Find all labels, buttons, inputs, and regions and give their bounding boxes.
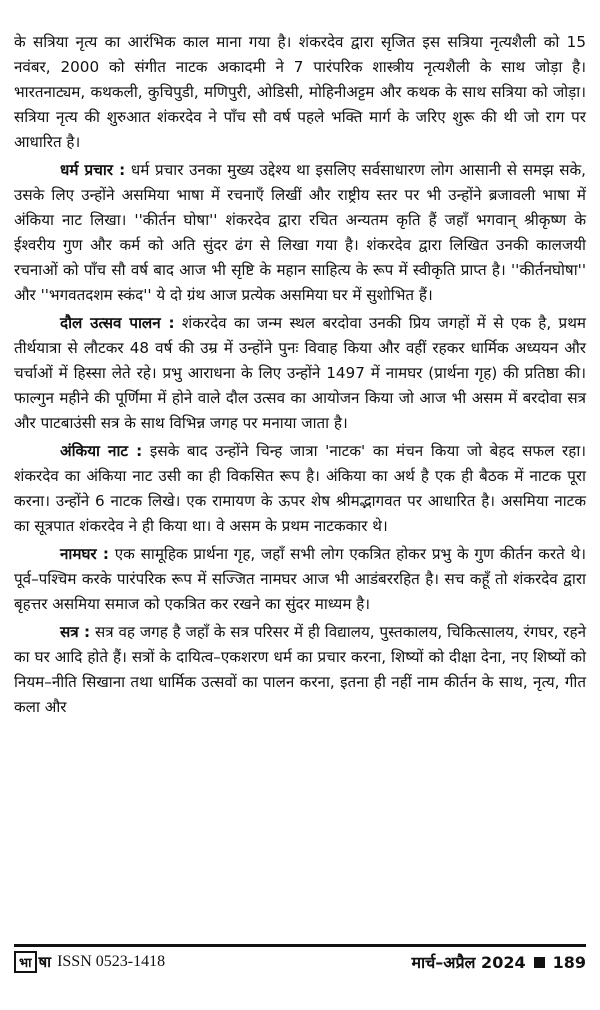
bhasha-logo: भा <box>14 951 37 973</box>
section-heading: नामघर : <box>60 545 109 563</box>
paragraph-text: शंकरदेव का जन्म स्थल बरदोवा उनकी प्रिय जगहों में से एक है, प्रथम तीर्थयात्रा से लौटकर 48 वर्ष की उम्र में उन्होंने पुनः विवाह किया और वहीं रहकर धार्मिक अध्ययन और चर्चाओं में हिस्सा लेते रहे। प्रभु आराधना के लिए उन्होंने 1497 में नामघर (प्रार्थना गृह) की प्रतिष्ठा की। फाल्गुन महीने की पूर्णिमा में होने वाले दौल उत्सव का आयोजन किया जो आज भी असम में बरदोवा सत्र और पाटबाउंसी सत्र के साथ विभिन्न जगह पर मनाया जाता है। <box>14 314 586 432</box>
bhasha-logo-rest: षा <box>38 953 52 971</box>
paragraph-text: के सत्रिया नृत्य का आरंभिक काल माना गया है। शंकरदेव द्वारा सृजित इस सत्रिया नृत्यशैली को 15 नवंबर, 2000 को संगीत नाटक अकादमी ने 7 पारंपरिक शास्त्रीय नृत्यशैली के साथ जोड़ा है। भारतनाट्यम, कथकली, कुचिपुडी, मणिपुरी, ओडिसी, मोहिनीअट्टम और कथक के साथ सत्रिया को जोड़ा। सत्रिया नृत्य की शुरुआत शंकरदेव ने पाँच सौ वर्ष पहले भक्ति मार्ग के जरिए शुरू की थी जो राग पर आधारित है। <box>14 33 586 151</box>
issn-number: ISSN 0523-1418 <box>57 953 166 970</box>
paragraph-dharma-prachar <box>14 158 586 308</box>
issue-date: मार्च–अप्रैल 2024 <box>411 953 526 972</box>
section-heading: सत्र : <box>60 623 91 641</box>
page-number: 189 <box>552 952 586 972</box>
paragraph-text: इसके बाद उन्होंने चिन्ह जात्रा 'नाटक' का मंचन किया जो बेहद सफल रहा। शंकरदेव का अंकिया नाट उसी का ही विकसित रूप है। अंकिया का अर्थ है एक ही बैठक में नाटक पूरा करना। उन्होंने 6 नाटक लिखे। एक रामायण के ऊपर शेष श्रीमद्भागवत पर आधारित है। असमिया नाटक का सूत्रपात शंकरदेव ने ही किया था। वे असम के प्रथम नाटककार थे। <box>14 442 587 535</box>
square-bullet-icon <box>534 957 545 968</box>
section-heading: दौल उत्सव पालन : <box>60 314 175 332</box>
footer-right <box>411 951 586 973</box>
paragraph-text: धर्म प्रचार उनका मुख्य उद्देश्य था इसलिए सर्वसाधारण लोग आसानी से समझ सके, उसके लिए उन्होंने असमिया भाषा में रचनाएँ लिखीं और राष्ट्रीय स्तर पर भी उन्होंने ब्रजावली भाषा में अंकिया नाट लिखा। ''कीर्तन घोषा'' शंकरदेव द्वारा रचित अन्यतम कृति हैं जहाँ भगवान् श्रीकृष्ण के ईश्वरीय गुण और कर्म को अति सुंदर ढंग से लिखा गया है। शंकरदेव द्वारा लिखित उनकी कालजयी रचनाओं को पाँच सौ वर्ष बाद आज भी सृष्टि के महान साहित्य के रूप में स्वीकृति प्राप्त है। ''कीर्तनघोषा'' और ''भगवतदशम स्कंद'' ये दो ग्रंथ आज प्रत्येक असमिया घर में सुशोभित हैं। <box>14 161 586 304</box>
paragraph-intro <box>14 30 586 155</box>
page-footer <box>14 944 586 975</box>
footer-left <box>14 951 165 973</box>
paragraph-ankiya-naat <box>14 439 586 539</box>
paragraph-text: सत्र वह जगह है जहाँ के सत्र परिसर में ही विद्यालय, पुस्तकालय, चिकित्सालय, रंगघर, रहने का घर आदि होते हैं। सत्रों के दायित्व–एकशरण धर्म का प्रचार करना, शिष्यों को दीक्षा देना, नए शिष्यों को नियम–नीति सिखाना तथा धार्मिक उत्सवों का पालन करना, इतना ही नहीं नाम कीर्तन के साथ, नृत्य, गीत कला और <box>14 623 587 716</box>
paragraph-text: एक सामूहिक प्रार्थना गृह, जहाँ सभी लोग एकत्रित होकर प्रभु के गुण कीर्तन करते थे। पूर्व–पश्चिम करके पारंपरिक रूप में सज्जित नामघर आज भी आडंबररहित है। सच कहूँ तो शंकरदेव द्वारा बृहत्तर असमिया समाज को एकत्रित कर रखने का सुंदर माध्यम है। <box>14 545 586 613</box>
section-heading: धर्म प्रचार : <box>60 161 126 179</box>
paragraph-daul-utsav <box>14 311 586 436</box>
paragraph-satra <box>14 620 586 720</box>
article-body <box>14 30 586 723</box>
paragraph-namghar <box>14 542 586 617</box>
section-heading: अंकिया नाट : <box>60 442 143 460</box>
